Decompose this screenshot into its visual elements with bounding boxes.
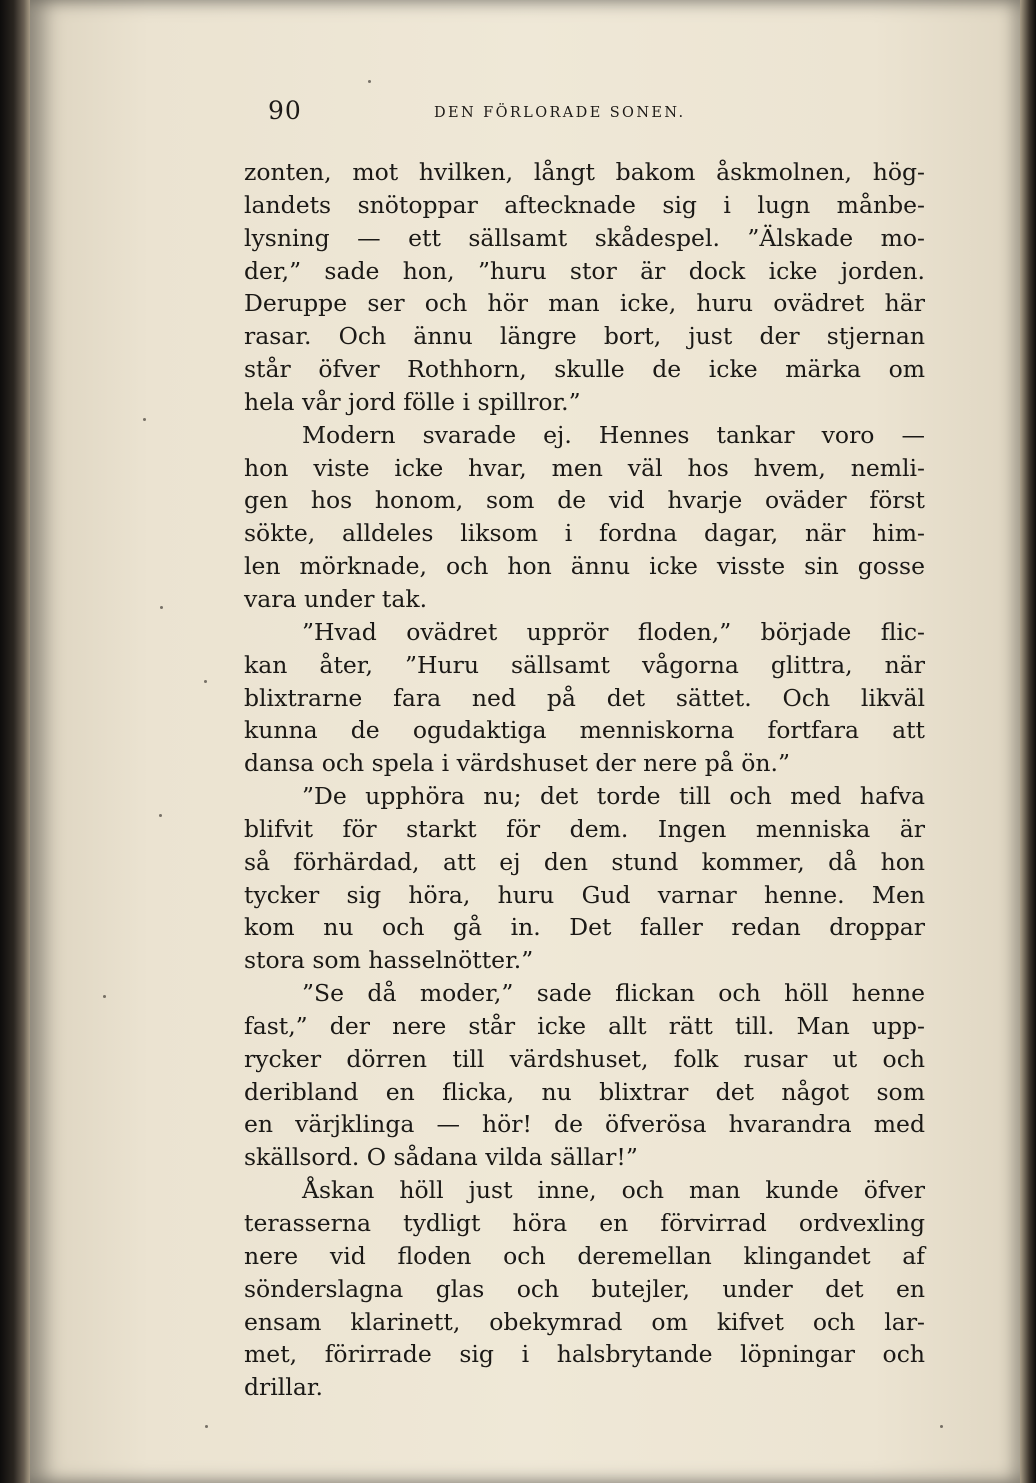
page-number: 90 — [268, 96, 302, 125]
text-line: deribland en flicka, nu blixtrar det något som — [244, 1077, 925, 1106]
text-line: kunna de ogudaktiga menniskorna fortfara att — [244, 716, 925, 745]
page-header — [268, 96, 948, 136]
binding-shadow-right — [1020, 0, 1036, 1483]
paper-speck — [159, 814, 162, 817]
text-line: ensam klarinett, obekymrad om kifvet och lar- — [244, 1307, 925, 1336]
text-line: nere vid floden och deremellan klingandet af — [244, 1241, 925, 1270]
text-line: så förhärdad, att ej den stund kommer, då hon — [244, 847, 925, 876]
text-line: tycker sig höra, huru Gud varnar henne. Men — [244, 880, 925, 909]
text-line: met, förirrade sig i halsbrytande löpningar och — [244, 1340, 925, 1369]
binding-shadow-left — [0, 0, 30, 1483]
text-line: sökte, alldeles liksom i fordna dagar, när him- — [244, 519, 925, 548]
text-line: vara under tak. — [244, 584, 428, 613]
text-line: kan åter, ”Huru sällsamt vågorna glittra, när — [244, 650, 925, 679]
text-line: hela vår jord fölle i spillror.” — [244, 387, 581, 416]
paper-speck — [204, 680, 207, 683]
text-line: blifvit för starkt för dem. Ingen menniska är — [244, 814, 925, 843]
text-line: hon viste icke hvar, men väl hos hvem, nemli- — [244, 453, 925, 482]
text-line: gen hos honom, som de vid hvarje oväder först — [244, 486, 925, 515]
paper-speck — [205, 1425, 208, 1428]
text-line: der,” sade hon, ”huru stor är dock icke jorden. — [244, 256, 925, 285]
text-line: terasserna tydligt höra en förvirrad ordvexling — [244, 1209, 925, 1237]
text-line: dansa och spela i värdshuset der nere på ön.” — [244, 749, 791, 778]
paper-speck — [143, 418, 146, 421]
text-line: en värjklinga — hör! de öfverösa hvarandra med — [244, 1110, 925, 1139]
text-line: stora som hasselnötter.” — [244, 946, 534, 975]
text-line: Modern svarade ej. Hennes tankar voro — — [302, 420, 925, 449]
body-text — [244, 156, 925, 1404]
text-line: ”Hvad ovädret upprör floden,” började flic- — [302, 617, 925, 646]
text-line: fast,” der nere står icke allt rätt till. Man upp- — [244, 1011, 925, 1040]
text-line: skällsord. O sådana vilda sällar!” — [244, 1143, 638, 1172]
text-line: kom nu och gå in. Det faller redan droppar — [244, 913, 925, 942]
paper-speck — [368, 80, 371, 83]
text-line: står öfver Rothhorn, skulle de icke märka om — [244, 355, 925, 384]
text-line: rycker dörren till värdshuset, folk rusar ut och — [244, 1044, 925, 1073]
text-line: ”Se då moder,” sade flickan och höll henne — [302, 979, 925, 1008]
text-line: zonten, mot hvilken, långt bakom åskmolnen, hög- — [244, 158, 925, 186]
text-line: len mörknade, och hon ännu icke visste sin gosse — [244, 552, 925, 581]
running-head: DEN FÖRLORADE SONEN. — [434, 105, 686, 121]
text-line: ”De upphöra nu; det torde till och med hafva — [302, 782, 925, 811]
paper-speck — [940, 1425, 943, 1428]
text-line: drillar. — [244, 1373, 323, 1402]
paper-speck — [103, 995, 106, 998]
text-line: Åskan höll just inne, och man kunde öfver — [302, 1176, 925, 1205]
text-line: landets snötoppar aftecknade sig i lugn månbe- — [244, 190, 925, 219]
text-line: Deruppe ser och hör man icke, huru ovädret här — [244, 289, 925, 318]
text-line: rasar. Och ännu längre bort, just der stjernan — [244, 322, 925, 351]
paper-speck — [160, 606, 163, 609]
text-line: blixtrarne fara ned på det sättet. Och likväl — [244, 683, 925, 712]
text-line: sönderslagna glas och butejler, under det en — [244, 1274, 925, 1303]
text-line: lysning — ett sällsamt skådespel. ”Älskade mo- — [244, 223, 925, 252]
